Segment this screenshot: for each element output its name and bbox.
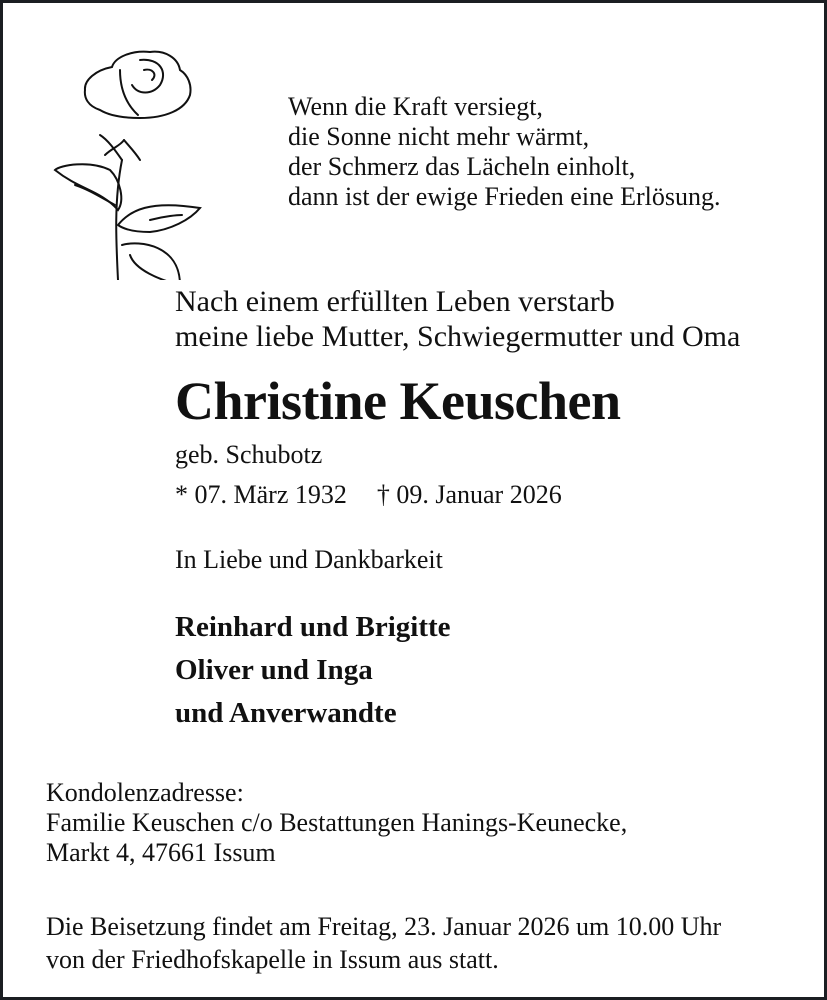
closing-text: In Liebe und Dankbarkeit bbox=[175, 545, 443, 574]
poem-line: Wenn die Kraft versiegt, bbox=[288, 92, 543, 121]
family-line: Reinhard und Brigitte bbox=[175, 611, 451, 643]
family-list bbox=[175, 606, 451, 735]
family-line: Oliver und Inga bbox=[175, 654, 373, 686]
condolence-address bbox=[46, 778, 627, 868]
funeral-line: Die Beisetzung findet am Freitag, 23. Januar 2026 um 10.00 Uhr bbox=[46, 912, 722, 941]
deceased-name: Christine Keuschen bbox=[175, 371, 621, 431]
birth-name: geb. Schubotz bbox=[175, 440, 323, 469]
funeral-line: von der Friedhofskapelle in Issum aus statt. bbox=[46, 945, 499, 974]
death-date: † 09. Januar 2026 bbox=[376, 480, 562, 509]
poem-line: dann ist der ewige Frieden eine Erlösung. bbox=[288, 182, 721, 211]
family-line: und Anverwandte bbox=[175, 697, 397, 729]
poem bbox=[288, 92, 721, 212]
poem-line: der Schmerz das Lächeln einholt, bbox=[288, 152, 636, 181]
poem-line: die Sonne nicht mehr wärmt, bbox=[288, 122, 590, 151]
funeral-info bbox=[46, 910, 721, 976]
birth-date: * 07. März 1932 bbox=[175, 480, 347, 509]
address-line: Markt 4, 47661 Issum bbox=[46, 838, 276, 867]
life-dates bbox=[175, 480, 592, 510]
intro-text bbox=[175, 284, 740, 354]
address-line: Familie Keuschen c/o Bestattungen Hanings-Keunecke, bbox=[46, 808, 628, 837]
rose-icon bbox=[40, 40, 210, 280]
intro-line: meine liebe Mutter, Schwiegermutter und Oma bbox=[175, 320, 741, 353]
intro-line: Nach einem erfüllten Leben verstarb bbox=[175, 285, 615, 318]
address-line: Kondolenzadresse: bbox=[46, 778, 244, 807]
